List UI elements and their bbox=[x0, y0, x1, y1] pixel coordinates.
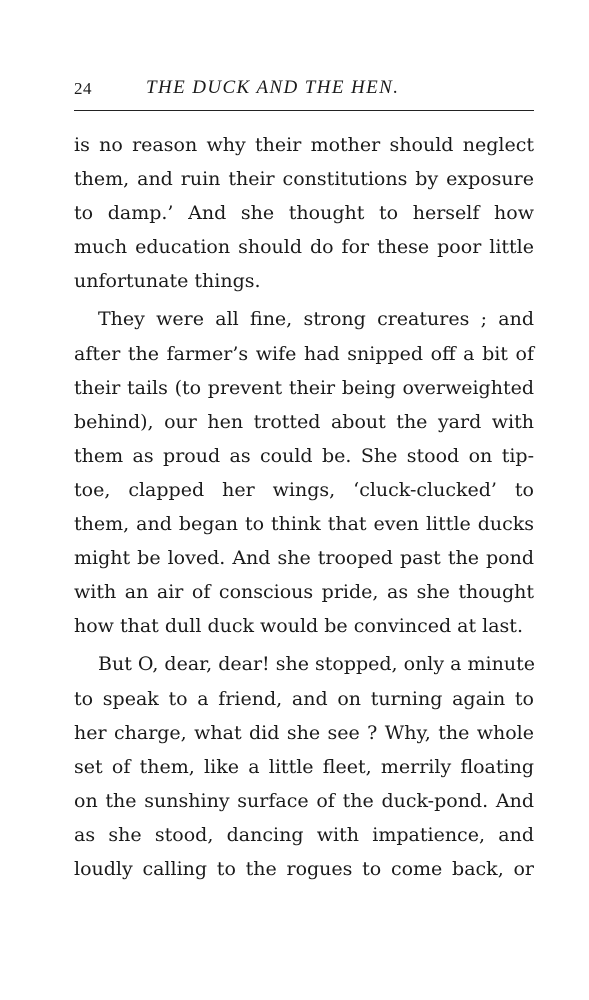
running-head bbox=[74, 74, 534, 108]
text-line: behind), our hen trotted about the yard with bbox=[74, 410, 534, 433]
text-line: unfortunate things. bbox=[74, 270, 261, 293]
text-line: them, and began to think that even little ducks bbox=[74, 513, 534, 536]
text-line: toe, clapped her wings, ‘cluck-clucked’ to bbox=[74, 478, 534, 501]
header-rule bbox=[74, 110, 534, 111]
running-title: THE DUCK AND THE HEN. bbox=[146, 77, 400, 98]
text-line: much education should do for these poor little bbox=[74, 236, 534, 259]
text-line: on the sunshiny surface of the duck-pond. And bbox=[74, 789, 534, 812]
text-line: her charge, what did she see ? Why, the whole bbox=[74, 721, 534, 744]
text-line: loudly calling to the rogues to come back, or bbox=[74, 857, 534, 880]
body-text bbox=[74, 128, 534, 886]
text-line: But O, dear, dear! she stopped, only a minute bbox=[98, 653, 535, 676]
text-line: their tails (to prevent their being overweighted bbox=[74, 376, 534, 399]
text-line: They were all fine, strong creatures ; and bbox=[98, 308, 534, 331]
text-line: is no reason why their mother should neglect bbox=[74, 134, 534, 156]
page-number: 24 bbox=[74, 79, 92, 98]
paragraph-3 bbox=[74, 647, 534, 886]
text-line: them as proud as could be. She stood on tip- bbox=[74, 444, 534, 467]
text-line: how that dull duck would be convinced at last. bbox=[74, 615, 523, 638]
text-line: as she stood, dancing with impatience, and bbox=[74, 823, 534, 846]
text-line: set of them, like a little fleet, merrily floating bbox=[74, 755, 534, 778]
text-line: might be loved. And she trooped past the pond bbox=[74, 547, 534, 570]
text-line: to speak to a friend, and on turning again to bbox=[74, 687, 534, 710]
text-line: after the farmer’s wife had snipped off a bit of bbox=[74, 342, 534, 365]
text-line: them, and ruin their constitutions by exposure bbox=[74, 168, 534, 191]
paragraph-2 bbox=[74, 302, 534, 643]
text-line: with an air of conscious pride, as she thought bbox=[74, 581, 534, 604]
text-line: to damp.’ And she thought to herself how bbox=[74, 202, 534, 225]
paragraph-1 bbox=[74, 128, 534, 298]
